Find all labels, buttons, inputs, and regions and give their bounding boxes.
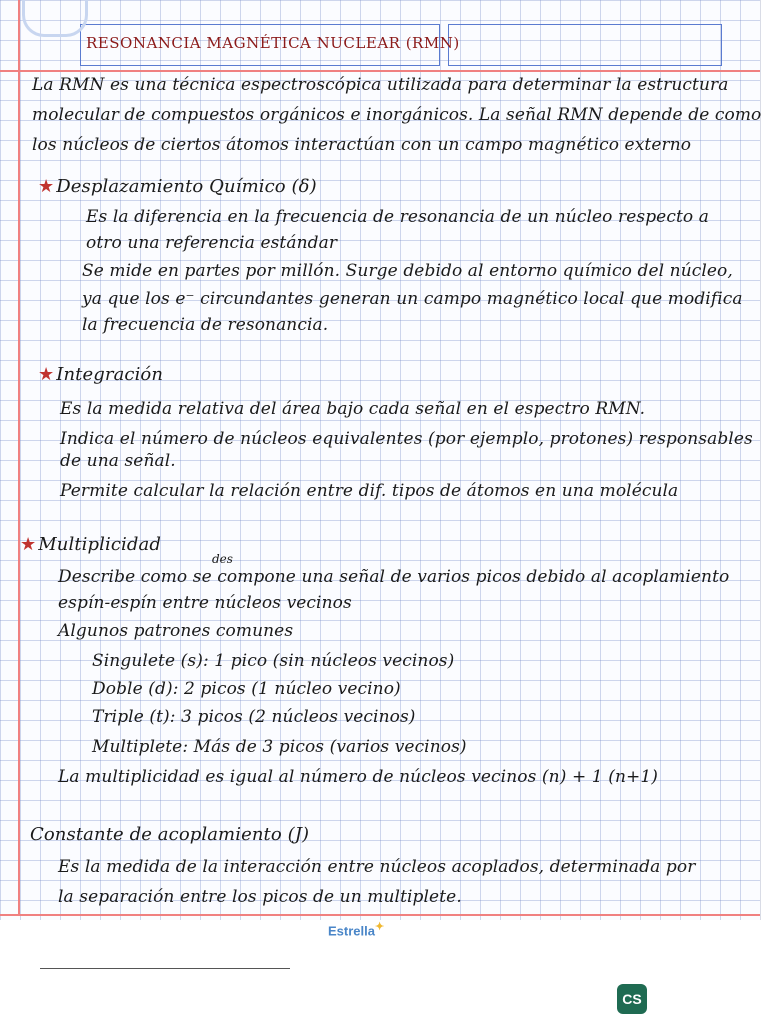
- pattern-item: Triple (t): 3 picos (2 núcleos vecinos): [92, 707, 416, 727]
- page-title: RESONANCIA MAGNÉTICA NUCLEAR (RMN): [86, 34, 460, 52]
- multiplicidad-line-2: espín-espín entre núcleos vecinos: [58, 593, 352, 613]
- desplazamiento-line-4: ya que los e⁻ circundantes generan un campo magnético local que modifica: [82, 289, 743, 309]
- section-heading-integracion: [38, 364, 163, 386]
- desplazamiento-line-1: Es la diferencia en la frecuencia de resonancia de un núcleo respecto a: [86, 207, 709, 227]
- header-box-right: [448, 24, 722, 66]
- page-tab-corner: [22, 0, 88, 37]
- star-icon: ★: [38, 364, 55, 385]
- multiplicidad-rule: La multiplicidad es igual al número de núcleos vecinos (n) + 1 (n+1): [58, 767, 658, 787]
- integracion-line-1: Es la medida relativa del área bajo cada señal en el espectro RMN.: [60, 399, 646, 419]
- integracion-line-4: Permite calcular la relación entre dif. tipos de átomos en una molécula: [60, 481, 679, 501]
- star-icon: ★: [20, 534, 37, 555]
- bottom-margin-line: [0, 914, 760, 916]
- multiplicidad-line-1: Describe como se compone una señal de varios picos debido al acoplamiento: [58, 567, 730, 587]
- section-heading-constante: Constante de acoplamiento (J): [30, 824, 310, 845]
- left-margin-line: [18, 0, 20, 914]
- constante-line-2: la separación entre los picos de un multiplete.: [58, 887, 462, 907]
- pattern-item: Multiplete: Más de 3 picos (varios vecinos): [92, 737, 467, 757]
- desplazamiento-line-5: la frecuencia de resonancia.: [82, 315, 329, 335]
- star-icon: ★: [38, 176, 55, 197]
- brand-logo: [328, 920, 384, 938]
- brand-text: Estrella: [328, 923, 375, 939]
- section-heading-desplazamiento: [38, 176, 317, 198]
- intro-line-3: los núcleos de ciertos átomos interactúan con un campo magnético externo: [32, 135, 692, 155]
- heading-text: Desplazamiento Químico (δ): [56, 176, 317, 197]
- top-margin-line: [0, 70, 760, 72]
- intro-line-1: La RMN es una técnica espectroscópica utilizada para determinar la estructura: [32, 75, 729, 95]
- heading-text: Multiplicidad: [38, 534, 161, 555]
- integracion-line-3: de una señal.: [60, 451, 176, 471]
- pattern-item: Doble (d): 2 picos (1 núcleo vecino): [92, 679, 401, 699]
- section-heading-multiplicidad: [20, 534, 161, 556]
- desplazamiento-line-3: Se mide en partes por millón. Surge debido al entorno químico del núcleo,: [82, 261, 733, 281]
- heading-text: Integración: [56, 364, 164, 385]
- multiplicidad-line-3: Algunos patrones comunes: [58, 621, 294, 641]
- insertion-mark: des: [212, 552, 233, 566]
- intro-line-2: molecular de compuestos orgánicos e inorgánicos. La señal RMN depende de como: [32, 105, 762, 125]
- sparkle-icon: ✦: [374, 921, 385, 933]
- footer-divider: [40, 968, 290, 969]
- pattern-item: Singulete (s): 1 pico (sin núcleos vecinos): [92, 651, 455, 671]
- integracion-line-2: Indica el número de núcleos equivalentes (por ejemplo, protones) responsables: [60, 429, 753, 449]
- constante-line-1: Es la medida de la interacción entre núcleos acoplados, determinada por: [58, 857, 696, 877]
- camscanner-badge: CS: [617, 984, 647, 1014]
- desplazamiento-line-2: otro una referencia estándar: [86, 233, 338, 253]
